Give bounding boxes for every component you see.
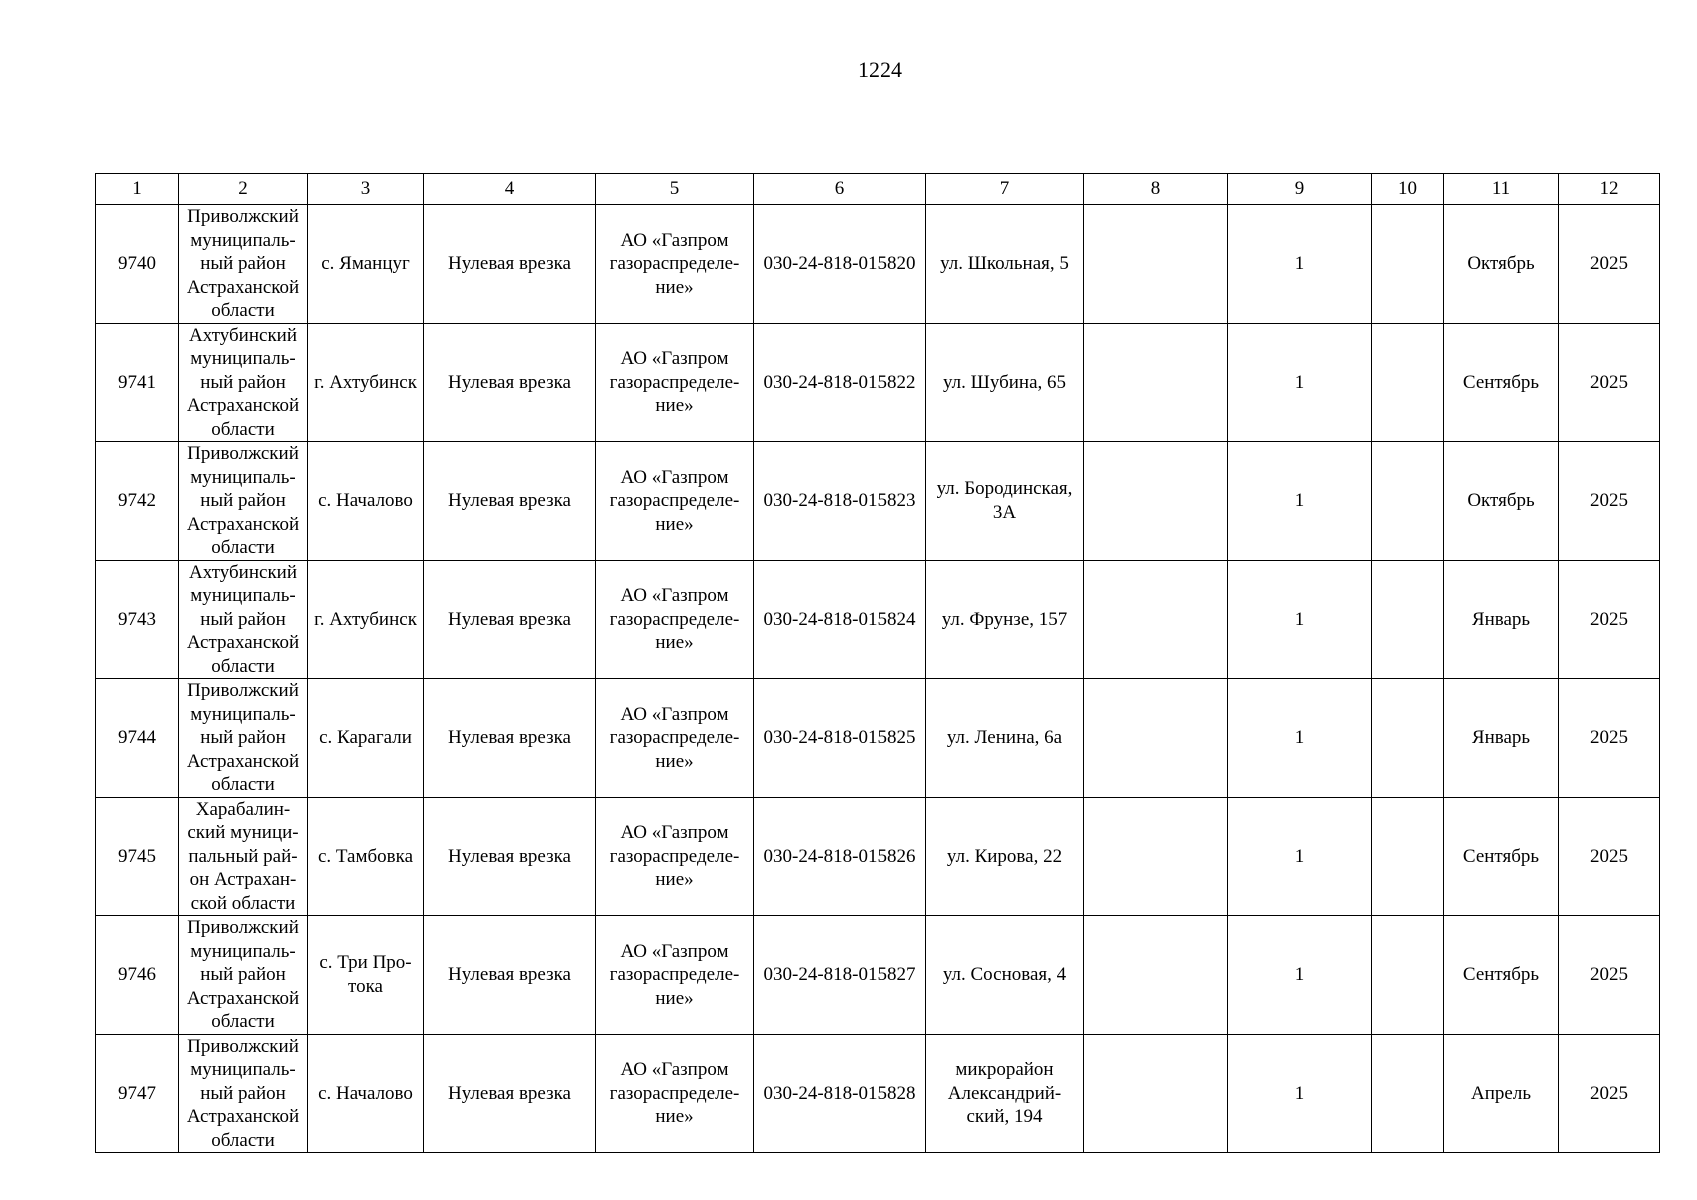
organization-cell (596, 916, 754, 1035)
district-cell-line: ный район (200, 727, 286, 748)
organization-cell (596, 205, 754, 324)
district-cell-line: муниципаль- (190, 1059, 296, 1080)
district-cell (179, 1034, 308, 1153)
column-header-12: 12 (1559, 174, 1660, 205)
column-header-10: 10 (1372, 174, 1444, 205)
month-cell: Сентябрь (1444, 323, 1559, 442)
quantity-cell: 1 (1228, 205, 1372, 324)
address-cell-line: ул. Бородинская, (936, 478, 1073, 500)
header-row (96, 174, 1660, 205)
column-8-cell (1084, 916, 1228, 1035)
column-header-2: 2 (179, 174, 308, 205)
quantity-cell: 1 (1228, 797, 1372, 916)
object-code-cell: 030-24-818-015827 (754, 916, 926, 1035)
organization-cell-line: ние» (655, 632, 694, 653)
column-header-9: 9 (1228, 174, 1372, 205)
settlement-cell-line: с. Началово (318, 1082, 413, 1104)
column-8-cell (1084, 442, 1228, 561)
month-cell: Сентябрь (1444, 916, 1559, 1035)
district-cell-line: муниципаль- (190, 940, 296, 962)
month-cell: Октябрь (1444, 442, 1559, 561)
column-8-cell (1084, 205, 1228, 324)
district-cell-line: области (211, 774, 275, 795)
organization-cell (596, 797, 754, 916)
address-cell-line: ский, 194 (966, 1106, 1043, 1127)
organization-cell-line: ние» (655, 513, 694, 535)
organization-cell-line: ние» (655, 1106, 694, 1127)
district-cell-line: пальный рай- (188, 845, 298, 867)
month-cell: Апрель (1444, 1034, 1559, 1153)
organization-cell-line: газораспределе- (609, 1082, 740, 1104)
organization-cell (596, 442, 754, 561)
district-cell-line: Ахтубинский (188, 561, 298, 583)
work-type-cell: Нулевая врезка (424, 679, 596, 798)
district-cell-line: муниципаль- (190, 229, 296, 251)
work-type-cell: Нулевая врезка (424, 560, 596, 679)
year-cell: 2025 (1559, 916, 1660, 1035)
year-cell: 2025 (1559, 442, 1660, 561)
district-cell-line: он Астрахан- (189, 869, 297, 890)
district-cell-line: Астраханской (186, 987, 300, 1009)
table-row (96, 205, 1660, 324)
organization-cell-line: АО «Газпром (620, 229, 729, 251)
column-header-3: 3 (308, 174, 424, 205)
district-cell-line: Астраханской (186, 513, 300, 535)
organization-cell (596, 1034, 754, 1153)
organization-cell-line: АО «Газпром (620, 822, 729, 843)
address-cell (926, 916, 1084, 1035)
data-table (95, 173, 1660, 1153)
district-cell-line: области (211, 1129, 275, 1151)
month-cell: Сентябрь (1444, 797, 1559, 916)
district-cell-line: ской области (190, 892, 296, 914)
year-cell: 2025 (1559, 323, 1660, 442)
settlement-cell (308, 323, 424, 442)
quantity-cell: 1 (1228, 323, 1372, 442)
district-cell-line: муниципаль- (190, 348, 296, 369)
settlement-cell (308, 560, 424, 679)
organization-cell-line: АО «Газпром (620, 1059, 729, 1080)
organization-cell (596, 560, 754, 679)
settlement-cell (308, 1034, 424, 1153)
district-cell-line: области (211, 537, 275, 558)
address-cell (926, 1034, 1084, 1153)
object-code-cell: 030-24-818-015828 (754, 1034, 926, 1153)
work-type-cell: Нулевая врезка (424, 205, 596, 324)
table-header (96, 174, 1660, 205)
column-header-4: 4 (424, 174, 596, 205)
district-cell-line: Астраханской (186, 276, 300, 298)
district-cell-line: Приволжский (187, 443, 299, 464)
district-cell-line: ный район (200, 371, 286, 393)
object-code-cell: 030-24-818-015823 (754, 442, 926, 561)
organization-cell-line: АО «Газпром (620, 348, 729, 369)
district-cell-line: муниципаль- (190, 585, 296, 606)
row-number: 9747 (96, 1034, 179, 1153)
quantity-cell: 1 (1228, 916, 1372, 1035)
settlement-cell-line: г. Ахтубинск (314, 608, 417, 630)
address-cell-line: ул. Фрунзе, 157 (941, 608, 1068, 630)
settlement-cell-line: с. Карагали (319, 727, 412, 748)
organization-cell-line: ние» (655, 750, 694, 772)
row-number: 9746 (96, 916, 179, 1035)
settlement-cell-line: с. Три Про- (319, 952, 412, 974)
quantity-cell: 1 (1228, 442, 1372, 561)
organization-cell-line: ние» (655, 276, 694, 298)
settlement-cell-line: тока (348, 975, 383, 997)
column-header-11: 11 (1444, 174, 1559, 205)
address-cell-line: 3А (992, 501, 1017, 523)
district-cell (179, 205, 308, 324)
address-cell (926, 442, 1084, 561)
quantity-cell: 1 (1228, 1034, 1372, 1153)
address-cell (926, 797, 1084, 916)
organization-cell (596, 323, 754, 442)
row-number: 9740 (96, 205, 179, 324)
settlement-cell (308, 205, 424, 324)
district-cell (179, 323, 308, 442)
table-row (96, 560, 1660, 679)
district-cell (179, 560, 308, 679)
column-header-1: 1 (96, 174, 179, 205)
settlement-cell (308, 679, 424, 798)
district-cell-line: ный район (200, 964, 286, 985)
column-10-cell (1372, 323, 1444, 442)
table-row (96, 916, 1660, 1035)
organization-cell-line: газораспределе- (609, 371, 740, 393)
month-cell: Октябрь (1444, 205, 1559, 324)
settlement-cell (308, 916, 424, 1035)
district-cell-line: Астраханской (186, 750, 300, 772)
work-type-cell: Нулевая врезка (424, 442, 596, 561)
organization-cell-line: ние» (655, 987, 694, 1009)
address-cell (926, 679, 1084, 798)
settlement-cell (308, 797, 424, 916)
district-cell-line: Приволжский (187, 680, 299, 701)
settlement-cell-line: с. Яманцуг (321, 253, 410, 274)
organization-cell-line: газораспределе- (609, 608, 740, 630)
settlement-cell-line: с. Началово (318, 490, 413, 511)
work-type-cell: Нулевая врезка (424, 797, 596, 916)
month-cell: Январь (1444, 560, 1559, 679)
district-cell-line: Харабалин- (195, 798, 291, 820)
column-header-6: 6 (754, 174, 926, 205)
year-cell: 2025 (1559, 679, 1660, 798)
district-cell-line: ный район (200, 253, 286, 274)
work-type-cell: Нулевая врезка (424, 1034, 596, 1153)
quantity-cell: 1 (1228, 679, 1372, 798)
address-cell-line: ул. Школьная, 5 (940, 253, 1069, 274)
organization-cell-line: ние» (655, 395, 694, 416)
organization-cell-line: газораспределе- (609, 490, 740, 511)
column-8-cell (1084, 797, 1228, 916)
column-8-cell (1084, 679, 1228, 798)
object-code-cell: 030-24-818-015824 (754, 560, 926, 679)
district-cell (179, 442, 308, 561)
district-cell-line: ский муници- (187, 822, 299, 843)
settlement-cell-line: г. Ахтубинск (314, 371, 417, 393)
page-number: 1224 (858, 57, 902, 82)
district-cell-line: ный район (200, 1082, 286, 1104)
address-cell (926, 323, 1084, 442)
district-cell-line: ный район (200, 608, 286, 630)
address-cell-line: ул. Ленина, 6а (946, 727, 1063, 748)
organization-cell-line: АО «Газпром (620, 703, 729, 725)
column-header-7: 7 (926, 174, 1084, 205)
district-cell (179, 679, 308, 798)
column-10-cell (1372, 916, 1444, 1035)
district-cell-line: Приволжский (187, 206, 299, 227)
district-cell-line: области (211, 1011, 275, 1032)
district-cell-line: Астраханской (186, 395, 300, 416)
address-cell (926, 205, 1084, 324)
table-row (96, 1034, 1660, 1153)
district-cell-line: Ахтубинский (188, 324, 298, 346)
column-10-cell (1372, 560, 1444, 679)
district-cell-line: муниципаль- (190, 703, 296, 725)
row-number: 9742 (96, 442, 179, 561)
district-cell (179, 916, 308, 1035)
column-8-cell (1084, 1034, 1228, 1153)
quantity-cell: 1 (1228, 560, 1372, 679)
column-10-cell (1372, 1034, 1444, 1153)
district-cell-line: области (211, 655, 275, 677)
district-cell-line: Приволжский (187, 1035, 299, 1057)
address-cell-line: ул. Сосновая, 4 (942, 964, 1067, 985)
work-type-cell: Нулевая врезка (424, 323, 596, 442)
district-cell-line: Астраханской (186, 1106, 300, 1127)
column-header-5: 5 (596, 174, 754, 205)
organization-cell-line: АО «Газпром (620, 466, 729, 488)
year-cell: 2025 (1559, 205, 1660, 324)
address-cell-line: ул. Шубина, 65 (943, 371, 1066, 393)
row-number: 9745 (96, 797, 179, 916)
object-code-cell: 030-24-818-015825 (754, 679, 926, 798)
district-cell-line: Приволжский (187, 917, 299, 938)
settlement-cell (308, 442, 424, 561)
year-cell: 2025 (1559, 1034, 1660, 1153)
column-10-cell (1372, 205, 1444, 324)
organization-cell-line: газораспределе- (609, 845, 740, 867)
work-type-cell: Нулевая врезка (424, 916, 596, 1035)
district-cell-line: области (211, 300, 275, 321)
address-cell-line: микрорайон (955, 1059, 1054, 1080)
organization-cell-line: АО «Газпром (620, 585, 729, 606)
object-code-cell: 030-24-818-015826 (754, 797, 926, 916)
organization-cell-line: АО «Газпром (620, 940, 729, 962)
month-cell: Январь (1444, 679, 1559, 798)
district-cell-line: области (211, 418, 275, 440)
organization-cell-line: газораспределе- (609, 253, 740, 274)
year-cell: 2025 (1559, 560, 1660, 679)
organization-cell-line: газораспределе- (609, 727, 740, 748)
row-number: 9743 (96, 560, 179, 679)
table-row (96, 679, 1660, 798)
column-10-cell (1372, 442, 1444, 561)
organization-cell-line: ние» (655, 869, 694, 890)
address-cell-line: ул. Кирова, 22 (946, 845, 1063, 867)
district-cell (179, 797, 308, 916)
row-number: 9744 (96, 679, 179, 798)
object-code-cell: 030-24-818-015820 (754, 205, 926, 324)
column-header-8: 8 (1084, 174, 1228, 205)
row-number: 9741 (96, 323, 179, 442)
table-row (96, 323, 1660, 442)
column-10-cell (1372, 679, 1444, 798)
table-row (96, 442, 1660, 561)
settlement-cell-line: с. Тамбовка (317, 845, 414, 867)
district-cell-line: Астраханской (186, 632, 300, 653)
table-row (96, 797, 1660, 916)
address-cell-line: Александрий- (947, 1082, 1062, 1104)
column-10-cell (1372, 797, 1444, 916)
district-cell-line: ный район (200, 490, 286, 511)
district-cell-line: муниципаль- (190, 466, 296, 488)
column-8-cell (1084, 560, 1228, 679)
table-body (96, 205, 1660, 1153)
organization-cell-line: газораспределе- (609, 964, 740, 985)
column-8-cell (1084, 323, 1228, 442)
address-cell (926, 560, 1084, 679)
organization-cell (596, 679, 754, 798)
year-cell: 2025 (1559, 797, 1660, 916)
object-code-cell: 030-24-818-015822 (754, 323, 926, 442)
